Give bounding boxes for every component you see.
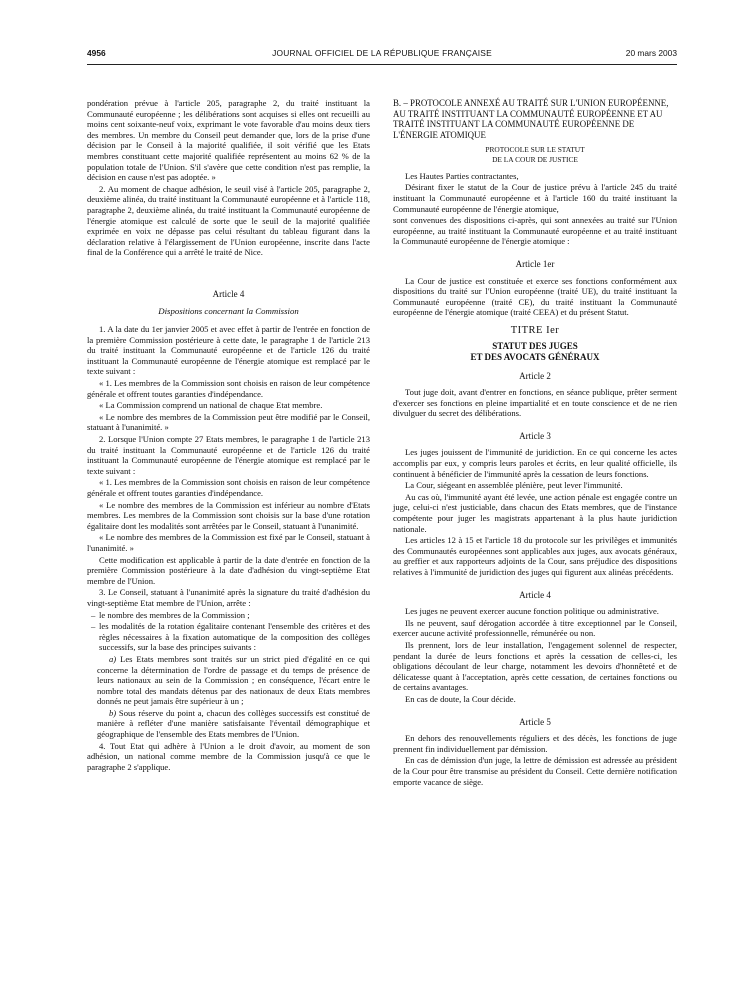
statut-heading-line: STATUT DES JUGES <box>492 340 578 351</box>
protocol-subtitle-line: PROTOCOLE SUR LE STATUT <box>485 145 585 155</box>
paragraph: Les juges ne peuvent exercer aucune fonction politique ou administrative. <box>405 606 659 617</box>
paragraph: pondération prévue à l'article 205, paragraphe 2, du traité instituant la Communauté européenne ; les délibérations sont acquises si elles ont recueilli au moins cent soixante-neuf voix, exprimant le vote favorable d'au moins deux tiers des membres. Un membre du Conseil peut demander que, lors de la prise d'une décision par le Conseil à la majorité qualifiée, il soit vérifié que les Etats membres constituant cette majorité qualifiée représentent au moins 62 % de la population totale de l'Union. S'il s'avère que cette condition n'est pas remplie, la décision en cause n'est pas adoptée. » <box>87 98 370 183</box>
list-item: – les modalités de la rotation égalitaire contenant l'ensemble des critères et des règles nécessaires à la fixation automatique de la composition des collèges successifs, sur la base des principes suivants : <box>91 621 370 653</box>
list-item-text: les modalités de la rotation égalitaire contenant l'ensemble des critères et des règles nécessaires à la fixation automatique de la composition des collèges successifs, sur la base des principes suivants : <box>99 621 370 653</box>
issue-date: 20 mars 2003 <box>625 48 677 58</box>
page-header <box>87 48 677 64</box>
paragraph: Au cas où, l'immunité ayant été levée, une action pénale est engagée contre un juge, celui-ci n'est justiciable, dans chacun des Etats membres, que de l'instance compétente pour juger les magistrats appartenant à la plus haute juridiction nationale. <box>393 491 677 534</box>
paragraph: 2. Lorsque l'Union compte 27 Etats membres, le paragraphe 1 de l'article 213 du traité instituant la Communauté européenne et de l'article 126 du traité instituant la Communauté européenne de l'énergie atomique est remplacé par le texte suivant : <box>87 434 370 476</box>
paragraph: Les juges jouissent de l'immunité de juridiction. En ce qui concerne les actes accomplis par eux, y compris leurs paroles et écrits, en leur qualité officielle, ils continuent à bénéficier de l'immunité après la cessation de leurs fonctions. <box>393 447 677 479</box>
paragraph: « La Commission comprend un national de chaque Etat membre. <box>99 400 323 411</box>
paragraph: La Cour de justice est constituée et exerce ses fonctions conformément aux dispositions du traité sur l'Union européenne (traité UE), du traité instituant la Communauté européenne (traité CE), du traité instituant la Communauté européenne de l'énergie atomique (traité CEEA) et du présent Statut. <box>393 275 677 318</box>
title-heading: TITRE Ier <box>510 324 560 336</box>
article-heading: Article 1er <box>515 258 555 269</box>
paragraph: Tout juge doit, avant d'entrer en fonctions, en séance publique, prêter serment d'exercer ses fonctions en pleine impartialité et en toute conscience et de ne rien divulguer du secret des délibérations. <box>393 387 677 419</box>
sub-item <box>87 654 370 707</box>
journal-title: JOURNAL OFFICIEL DE LA RÉPUBLIQUE FRANÇAISE <box>272 48 492 58</box>
sub-item-label: a) <box>109 653 117 664</box>
paragraph: En cas de démission d'un juge, la lettre de démission est adressée au président de la Cour pour être transmise au président du Conseil. Cette dernière notification emporte vacance de siège. <box>393 755 677 787</box>
article-heading: Article 4 <box>519 589 551 600</box>
paragraph: 4. Tout Etat qui adhère à l'Union a le droit d'avoir, au moment de son adhésion, un national comme membre de la Commission jusqu'à ce que le paragraphe 2 s'applique. <box>87 740 370 772</box>
page-number: 4956 <box>87 48 106 58</box>
paragraph: 1. A la date du 1er janvier 2005 et avec effet à partir de l'entrée en fonction de la première Commission postérieure à cette date, le paragraphe 1 de l'article 213 du traité instituant la Communauté européenne et de l'article 126 du traité instituant la Communauté européenne de l'énergie atomique est remplacé par le texte suivant : <box>87 324 370 377</box>
sub-item-text: Les Etats membres sont traités sur un strict pied d'égalité en ce qui concerne la détermination de l'ordre de passage et du temps de présence de leurs nationaux au sein de la Commission ; en conséquence, l'écart entre le nombre total des mandats détenus par des nationaux de deux Etats membres donnés ne peut jamais être supérieur à un ; <box>97 653 370 707</box>
list-item-text: le nombre des membres de la Commission ; <box>99 609 250 620</box>
article-heading: Article 3 <box>519 430 551 441</box>
paragraph: « Le nombre des membres de la Commission est inférieur au nombre d'Etats membres. Les membres de la Commission sont choisis sur la base d'une rotation égalitaire dont les modalités sont arrêtées par le Conseil, statuant à l'unanimité. <box>87 499 370 531</box>
paragraph: « 1. Les membres de la Commission sont choisis en raison de leur compétence générale et offrent toutes garanties d'indépendance. <box>87 477 370 498</box>
paragraph: Cette modification est applicable à partir de la date d'entrée en fonction de la première Commission postérieure à la date d'adhésion du vingt-septième Etat membre de l'Union. <box>87 554 370 586</box>
sub-item <box>87 708 370 740</box>
left-column <box>87 98 370 773</box>
paragraph: La Cour, siégeant en assemblée plénière, peut lever l'immunité. <box>405 480 623 491</box>
paragraph: Ils prennent, lors de leur installation, l'engagement solennel de respecter, pendant la durée de leurs fonctions et après la cessation de celles-ci, les obligations découlant de leur charge, notamment les devoirs d'honnêteté et de délicatesse quant à l'acceptation, après cette cessation, de certaines fonctions ou de certains avantages. <box>393 639 677 693</box>
list-item: – le nombre des membres de la Commission ; <box>91 609 250 620</box>
paragraph: En cas de doute, la Cour décide. <box>405 693 516 704</box>
paragraph: Les articles 12 à 15 et l'article 18 du protocole sur les privilèges et immunités des Communautés européennes sont applicables aux juges, aux avocats généraux, au greffier et aux rapporteurs adjoints de la Cour, sans préjudice des dispositions relatives à l'immunité de juridiction des juges qui figurent aux alinéas précédents. <box>393 535 677 577</box>
paragraph: « 1. Les membres de la Commission sont choisis en raison de leur compétence générale et offrent toutes garanties d'indépendance. <box>87 378 370 399</box>
article-heading: Article 5 <box>519 716 551 727</box>
paragraph: 2. Au moment de chaque adhésion, le seuil visé à l'article 205, paragraphe 2, deuxième alinéa, du traité instituant la Communauté européenne et à l'article 118, paragraphe 2, deuxième alinéa, du traité instituant la Communauté européenne de l'énergie atomique est calculé de sorte que le seuil de la majorité qualifiée exprimée en voix ne dépasse pas celui résultant du tableau figurant dans la déclaration relative à l'élargissement de l'Union européenne, inscrite dans l'acte final de la Conférence qui a arrêté le traité de Nice. <box>87 183 370 258</box>
statut-heading <box>393 341 677 363</box>
article-subtitle: Dispositions concernant la Commission <box>158 305 299 316</box>
sub-item-text: Sous réserve du point a, chacun des collèges successifs est constitué de manière à refléter d'une manière satisfaisante l'éventail démographique et géographique de l'ensemble des Etats membres de l'Union. <box>97 707 370 740</box>
paragraph: Ils ne peuvent, sauf dérogation accordée à titre exceptionnel par le Conseil, exercer aucune activité professionnelle, rémunérée ou non. <box>393 617 677 639</box>
right-column <box>393 98 677 788</box>
paragraph: « Le nombre des membres de la Commission est fixé par le Conseil, statuant à l'unanimité. » <box>87 532 370 553</box>
protocol-subtitle-line: DE LA COUR DE JUSTICE <box>492 154 578 164</box>
protocol-subtitle <box>393 145 677 163</box>
sub-item-label: b) <box>109 707 117 718</box>
paragraph: sont convenues des dispositions ci-après, qui sont annexées au traité sur l'Union européenne, au traité instituant la Communauté européenne et au traité instituant la Communauté européenne de l'énergie atomique : <box>393 215 677 247</box>
header-rule <box>87 64 677 65</box>
statut-heading-line: ET DES AVOCATS GÉNÉRAUX <box>470 351 600 362</box>
protocol-title: B. – PROTOCOLE ANNEXÉ AU TRAITÉ SUR L'UNION EUROPÉENNE, AU TRAITÉ INSTITUANT LA COMMUNAUTÉ EUROPÉENNE ET AU TRAITÉ INSTITUANT LA COMMUNAUTÉ EUROPÉENNE DE L'ÉNERGIE ATOMIQUE <box>393 98 669 140</box>
article-heading: Article 4 <box>212 288 245 299</box>
paragraph: « Le nombre des membres de la Commission peut être modifié par le Conseil, statuant à l'unanimité. » <box>87 411 370 433</box>
paragraph: 3. Le Conseil, statuant à l'unanimité après la signature du traité d'adhésion du vingt-septième Etat membre de l'Union, arrête : <box>87 587 370 608</box>
paragraph: Les Hautes Parties contractantes, <box>405 170 519 181</box>
paragraph: Désirant fixer le statut de la Cour de justice prévu à l'article 245 du traité instituant la Communauté européenne et à l'article 160 du traité instituant la Communauté européenne de l'énergie atomique, <box>393 182 677 214</box>
article-heading: Article 2 <box>519 370 551 381</box>
paragraph: En dehors des renouvellements réguliers et des décès, les fonctions de juge prennent fin individuellement par démission. <box>393 733 677 754</box>
